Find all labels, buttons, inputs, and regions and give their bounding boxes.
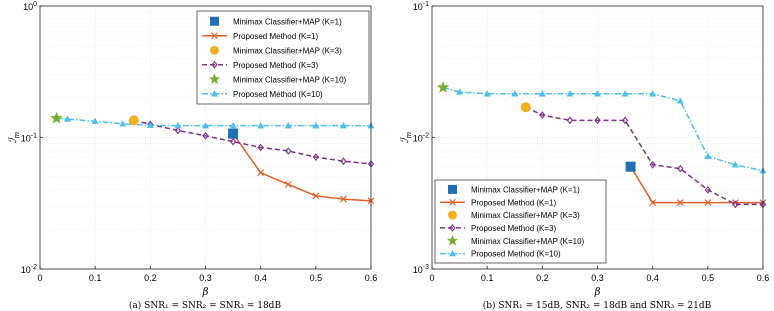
- series-0: [626, 162, 636, 172]
- x-tick-label: 0.2: [144, 273, 157, 283]
- y-tick-label: $10^{-1}$: [412, 1, 429, 12]
- x-tick-label: 0: [429, 273, 435, 283]
- x-axis-label: β: [202, 287, 209, 298]
- figure-caption: (a) SNR₁ = SNR₂ = SNR₃ = 18dB: [128, 301, 282, 311]
- x-tick-label: 0.5: [309, 273, 323, 283]
- data-point: [626, 162, 636, 172]
- x-tick-label: 0.1: [480, 273, 494, 283]
- x-tick-label: 0.4: [254, 273, 267, 283]
- legend: [435, 180, 606, 263]
- x-tick-label: 0.3: [591, 273, 604, 283]
- legend-marker: [448, 185, 457, 194]
- figure-caption: (b) SNR₁ = 15dB, SNR₂ = 18dB and SNR₃ = 21dB: [482, 301, 712, 311]
- y-tick-label: $10^0$: [23, 1, 37, 12]
- series-2: [129, 115, 139, 125]
- x-tick-label: 0: [37, 273, 43, 283]
- legend-marker: [210, 46, 219, 55]
- legend-label: Minimax Classifier+MAP (K=1): [471, 185, 580, 195]
- x-tick-label: 0.6: [756, 273, 770, 283]
- legend-marker: [448, 211, 457, 220]
- x-tick-label: 0.5: [701, 273, 715, 283]
- y-tick-label: $10^{-2}$: [20, 264, 37, 275]
- legend-label: Minimax Classifier+MAP (K=3): [233, 46, 342, 56]
- y-axis-label: ℐ$_m$: [400, 131, 413, 144]
- legend-label: Proposed Method (K=1): [471, 198, 557, 208]
- y-axis-label: ℐ$_m$: [8, 131, 21, 144]
- legend-label: Minimax Classifier+MAP (K=10): [471, 236, 585, 246]
- legend-label: Proposed Method (K=10): [233, 89, 323, 99]
- data-point: [129, 115, 139, 125]
- legend-label: Minimax Classifier+MAP (K=1): [233, 17, 342, 27]
- legend-marker: [210, 17, 219, 26]
- legend-label: Proposed Method (K=1): [233, 31, 319, 41]
- x-tick-label: 0.3: [199, 273, 212, 283]
- x-tick-label: 0.4: [646, 273, 659, 283]
- legend-label: Minimax Classifier+MAP (K=10): [233, 75, 347, 85]
- x-tick-label: 0.1: [88, 273, 102, 283]
- x-tick-label: 0.6: [364, 273, 378, 283]
- legend-label: Proposed Method (K=3): [471, 223, 557, 233]
- series-0: [228, 129, 238, 139]
- data-point: [228, 129, 238, 139]
- y-tick-label: $10^{-1}$: [20, 132, 37, 144]
- y-tick-label: $10^{-2}$: [412, 132, 429, 144]
- data-point: [521, 102, 531, 112]
- x-tick-label: 0.2: [536, 273, 549, 283]
- chart-left: [8, 1, 377, 311]
- legend: [197, 11, 369, 104]
- legend-label: Proposed Method (K=10): [471, 249, 561, 259]
- legend-label: Minimax Classifier+MAP (K=3): [471, 211, 580, 221]
- legend-label: Proposed Method (K=3): [233, 60, 319, 70]
- x-axis-label: β: [594, 287, 601, 298]
- chart-right: [400, 1, 769, 311]
- series-2: [521, 102, 531, 112]
- y-tick-label: $10^{-3}$: [412, 264, 429, 275]
